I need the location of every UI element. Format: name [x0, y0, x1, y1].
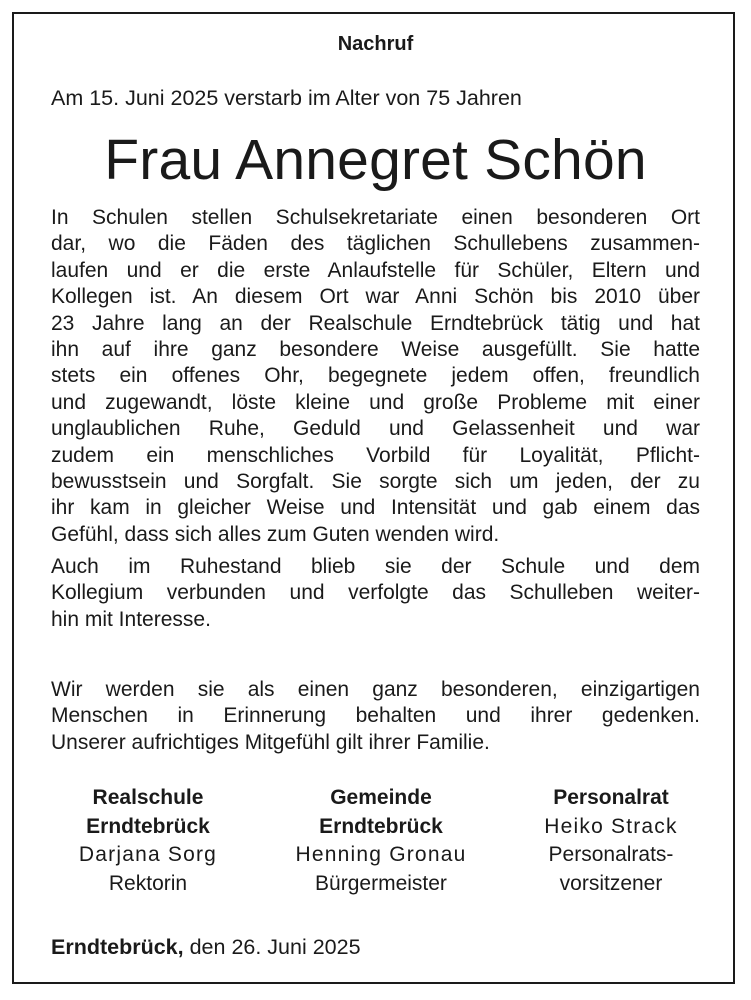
- text-line: Kollegen ist. An diesem Ort war Anni Schön bis 2010 über: [51, 285, 700, 309]
- signatory-personalrat: [511, 784, 711, 898]
- footer-date: den 26. Juni 2025: [183, 935, 361, 959]
- signatory-person: Henning Gronau: [295, 843, 467, 866]
- text-line: dar, wo die Fäden des täglichen Schullebens zusammen-: [51, 232, 700, 256]
- signatory-org: Erndtebrück: [86, 814, 210, 838]
- text-line: laufen und er die erste Anlaufstelle für Schüler, Eltern und: [51, 258, 700, 282]
- intro-text: Am 15. Juni 2025 verstarb im Alter von 75 Jahren: [51, 86, 522, 110]
- notice-heading: Nachruf: [337, 33, 414, 55]
- text-line: Unserer aufrichtiges Mitgefühl gilt ihrer Familie.: [51, 730, 490, 754]
- signatory-org: Realschule: [92, 786, 204, 809]
- paragraph-1: [51, 205, 700, 548]
- text-line: Wir werden sie als einen ganz besonderen, einzigartigen: [51, 678, 700, 701]
- signatory-org: Personalrat: [553, 786, 669, 809]
- signatory-person: Heiko Strack: [544, 814, 678, 838]
- signatory-org: Gemeinde: [330, 786, 432, 809]
- paragraph-3: [51, 677, 700, 756]
- deceased-name: Frau Annegret Schön: [104, 128, 647, 192]
- signatory-org: Erndtebrück: [319, 814, 443, 838]
- text-line: ihr kam in gleicher Weise und Intensität und gab einem das: [51, 496, 700, 520]
- signatory-gemeinde: [281, 784, 481, 898]
- signatory-person: Darjana Sorg: [78, 843, 218, 866]
- text-line: hin mit Interesse.: [51, 607, 211, 631]
- footer-place: Erndtebrück,: [51, 935, 184, 959]
- text-line: zudem ein menschliches Vorbild für Loyalität, Pflicht-: [51, 443, 700, 467]
- text-line: Kollegium verbunden und verfolgte das Schulleben weiter-: [51, 581, 700, 605]
- text-line: In Schulen stellen Schulsekretariate einen besonderen Ort: [51, 206, 700, 229]
- text-line: Menschen in Erinnerung behalten und ihrer gedenken.: [51, 704, 700, 728]
- signatory-role: vorsitzener: [559, 871, 663, 895]
- text-line: stets ein offenes Ohr, begegnete jedem offen, freundlich: [51, 364, 700, 388]
- text-line: unglaublichen Ruhe, Geduld und Gelassenheit und war: [51, 417, 700, 441]
- text-line: 23 Jahre lang an der Realschule Erndtebrück tätig und hat: [51, 311, 700, 335]
- text-line: bewusstsein und Sorgfalt. Sie sorgte sich um jeden, der zu: [51, 470, 700, 494]
- paragraph-2: [51, 554, 700, 633]
- text-line: Auch im Ruhestand blieb sie der Schule und dem: [51, 555, 700, 578]
- place-date: [51, 935, 361, 960]
- text-line: Gefühl, dass sich alles zum Guten wenden wird.: [51, 522, 500, 546]
- text-line: ihn auf ihre ganz besondere Weise ausgefüllt. Sie hatte: [51, 338, 700, 362]
- signatory-realschule: [48, 784, 248, 898]
- signatory-role: Bürgermeister: [315, 871, 447, 895]
- signatory-role: Rektorin: [108, 871, 188, 895]
- text-line: und zugewandt, löste kleine und große Probleme mit einer: [51, 390, 700, 414]
- signatory-role: Personalrats-: [548, 843, 674, 866]
